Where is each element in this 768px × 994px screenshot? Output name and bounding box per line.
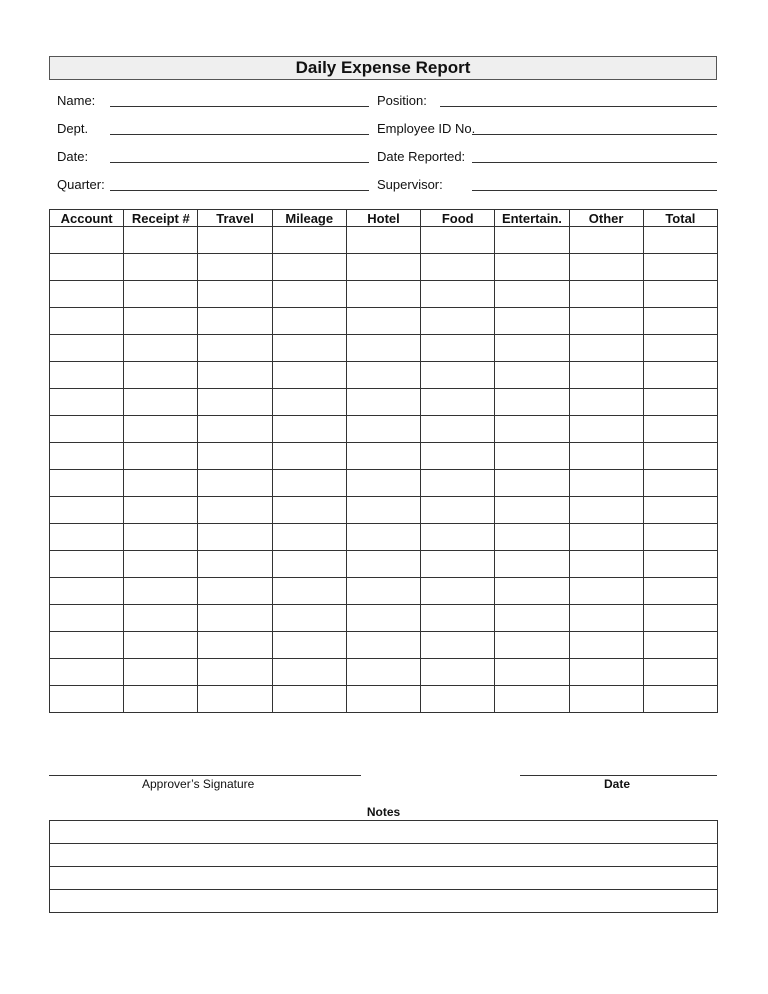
expense-cell[interactable] <box>50 335 124 362</box>
expense-row <box>50 362 718 389</box>
expense-cell[interactable] <box>198 551 272 578</box>
notes-cell[interactable] <box>50 844 718 867</box>
expense-cell[interactable] <box>272 443 346 470</box>
expense-cell[interactable] <box>272 605 346 632</box>
expense-cell[interactable] <box>346 470 420 497</box>
expense-cell[interactable] <box>346 605 420 632</box>
expense-cell[interactable] <box>569 659 643 686</box>
expense-cell[interactable] <box>569 632 643 659</box>
expense-cell[interactable] <box>346 227 420 254</box>
expense-cell[interactable] <box>50 227 124 254</box>
expense-cell[interactable] <box>272 632 346 659</box>
position-field[interactable] <box>440 106 717 107</box>
expense-cell[interactable] <box>272 308 346 335</box>
expense-cell[interactable] <box>346 524 420 551</box>
expense-cell[interactable] <box>198 524 272 551</box>
expense-cell[interactable] <box>346 254 420 281</box>
notes-cell[interactable] <box>50 867 718 890</box>
column-header-total: Total <box>643 210 717 227</box>
expense-cell[interactable] <box>495 659 569 686</box>
expense-cell[interactable] <box>421 605 495 632</box>
expense-cell[interactable] <box>50 416 124 443</box>
expense-cell[interactable] <box>124 578 198 605</box>
expense-cell[interactable] <box>495 551 569 578</box>
signature-date-label: Date <box>604 777 631 791</box>
expense-cell[interactable] <box>643 497 717 524</box>
expense-cell[interactable] <box>272 254 346 281</box>
expense-cell[interactable] <box>124 389 198 416</box>
expense-cell[interactable] <box>272 362 346 389</box>
position-label: Position: <box>377 93 427 108</box>
expense-cell[interactable] <box>272 416 346 443</box>
expense-cell[interactable] <box>272 578 346 605</box>
expense-cell[interactable] <box>495 524 569 551</box>
expense-cell[interactable] <box>198 362 272 389</box>
expense-cell[interactable] <box>643 632 717 659</box>
expense-cell[interactable] <box>50 578 124 605</box>
expense-cell[interactable] <box>346 578 420 605</box>
expense-cell[interactable] <box>569 524 643 551</box>
expense-cell[interactable] <box>124 281 198 308</box>
expense-cell[interactable] <box>124 254 198 281</box>
expense-row <box>50 389 718 416</box>
approver-signature-label: Approver’s Signature <box>142 777 255 791</box>
expense-row <box>50 416 718 443</box>
expense-row <box>50 227 718 254</box>
expense-cell[interactable] <box>643 254 717 281</box>
expense-cell[interactable] <box>569 470 643 497</box>
expense-cell[interactable] <box>569 551 643 578</box>
expense-row <box>50 578 718 605</box>
name-field[interactable] <box>110 106 369 107</box>
expense-cell[interactable] <box>346 497 420 524</box>
expense-cell[interactable] <box>421 443 495 470</box>
expense-row <box>50 686 718 713</box>
expense-cell[interactable] <box>643 335 717 362</box>
column-header-hotel: Hotel <box>346 210 420 227</box>
column-header-account: Account <box>50 210 124 227</box>
notes-table <box>49 820 718 913</box>
quarter-field[interactable] <box>110 190 369 191</box>
expense-cell[interactable] <box>50 524 124 551</box>
column-header-mileage: Mileage <box>272 210 346 227</box>
expense-cell[interactable] <box>272 335 346 362</box>
expense-row <box>50 308 718 335</box>
expense-row <box>50 605 718 632</box>
expense-cell[interactable] <box>643 389 717 416</box>
employee-id-field[interactable] <box>472 134 717 135</box>
expense-cell[interactable] <box>495 362 569 389</box>
expense-cell[interactable] <box>50 281 124 308</box>
expense-cell[interactable] <box>198 632 272 659</box>
expense-cell[interactable] <box>50 632 124 659</box>
expense-cell[interactable] <box>198 497 272 524</box>
expense-cell[interactable] <box>569 308 643 335</box>
expense-cell[interactable] <box>569 335 643 362</box>
notes-table-body <box>50 821 718 913</box>
expense-cell[interactable] <box>272 281 346 308</box>
expense-cell[interactable] <box>495 686 569 713</box>
expense-cell[interactable] <box>495 578 569 605</box>
expense-cell[interactable] <box>569 605 643 632</box>
expense-row <box>50 551 718 578</box>
expense-cell[interactable] <box>421 227 495 254</box>
expense-cell[interactable] <box>124 416 198 443</box>
expense-cell[interactable] <box>495 254 569 281</box>
expense-cell[interactable] <box>198 686 272 713</box>
expense-cell[interactable] <box>421 254 495 281</box>
expense-cell[interactable] <box>421 659 495 686</box>
expense-cell[interactable] <box>50 497 124 524</box>
expense-cell[interactable] <box>421 389 495 416</box>
expense-cell[interactable] <box>421 470 495 497</box>
expense-cell[interactable] <box>346 443 420 470</box>
expense-cell[interactable] <box>569 281 643 308</box>
expense-cell[interactable] <box>346 335 420 362</box>
expense-cell[interactable] <box>643 605 717 632</box>
expense-cell[interactable] <box>124 443 198 470</box>
expense-cell[interactable] <box>198 659 272 686</box>
notes-title: Notes <box>366 805 401 819</box>
expense-cell[interactable] <box>643 470 717 497</box>
expense-cell[interactable] <box>495 470 569 497</box>
expense-cell[interactable] <box>50 254 124 281</box>
signature-date-line[interactable] <box>520 775 717 776</box>
expense-cell[interactable] <box>643 578 717 605</box>
expense-cell[interactable] <box>124 470 198 497</box>
expense-cell[interactable] <box>198 389 272 416</box>
expense-cell[interactable] <box>124 632 198 659</box>
report-title: Daily Expense Report <box>49 56 717 80</box>
column-header-receipt: Receipt # <box>124 210 198 227</box>
expense-cell[interactable] <box>346 308 420 335</box>
expense-cell[interactable] <box>569 497 643 524</box>
expense-cell[interactable] <box>272 686 346 713</box>
expense-cell[interactable] <box>643 443 717 470</box>
expense-cell[interactable] <box>124 686 198 713</box>
expense-cell[interactable] <box>124 227 198 254</box>
expense-cell[interactable] <box>272 659 346 686</box>
expense-row <box>50 254 718 281</box>
expense-cell[interactable] <box>643 281 717 308</box>
expense-cell[interactable] <box>569 389 643 416</box>
expense-cell[interactable] <box>346 686 420 713</box>
expense-cell[interactable] <box>495 443 569 470</box>
dept-field[interactable] <box>110 134 369 135</box>
expense-cell[interactable] <box>198 443 272 470</box>
column-header-food: Food <box>421 210 495 227</box>
expense-cell[interactable] <box>346 389 420 416</box>
expense-cell[interactable] <box>50 389 124 416</box>
expense-cell[interactable] <box>495 605 569 632</box>
expense-row <box>50 335 718 362</box>
expense-cell[interactable] <box>569 578 643 605</box>
expense-cell[interactable] <box>198 416 272 443</box>
notes-cell[interactable] <box>50 821 718 844</box>
expense-row <box>50 632 718 659</box>
expense-cell[interactable] <box>421 281 495 308</box>
expense-cell[interactable] <box>50 605 124 632</box>
expense-cell[interactable] <box>569 227 643 254</box>
date-reported-label: Date Reported: <box>377 149 466 164</box>
expense-cell[interactable] <box>124 335 198 362</box>
expense-row <box>50 497 718 524</box>
expense-cell[interactable] <box>346 632 420 659</box>
expense-row <box>50 470 718 497</box>
expense-cell[interactable] <box>421 632 495 659</box>
date-reported-field[interactable] <box>472 162 717 163</box>
expense-cell[interactable] <box>198 308 272 335</box>
expense-cell[interactable] <box>421 686 495 713</box>
expense-table-header <box>50 210 718 227</box>
expense-cell[interactable] <box>569 254 643 281</box>
expense-cell[interactable] <box>50 443 124 470</box>
expense-cell[interactable] <box>643 524 717 551</box>
notes-cell[interactable] <box>50 890 718 913</box>
expense-cell[interactable] <box>272 227 346 254</box>
expense-cell[interactable] <box>272 389 346 416</box>
expense-cell[interactable] <box>569 362 643 389</box>
notes-row <box>50 890 718 913</box>
expense-cell[interactable] <box>346 416 420 443</box>
expense-cell[interactable] <box>569 416 643 443</box>
expense-cell[interactable] <box>495 227 569 254</box>
expense-cell[interactable] <box>421 578 495 605</box>
expense-cell[interactable] <box>643 308 717 335</box>
expense-cell[interactable] <box>643 227 717 254</box>
expense-cell[interactable] <box>643 551 717 578</box>
expense-cell[interactable] <box>272 551 346 578</box>
expense-cell[interactable] <box>421 551 495 578</box>
expense-cell[interactable] <box>50 308 124 335</box>
name-label: Name: <box>57 93 96 108</box>
expense-cell[interactable] <box>495 416 569 443</box>
expense-cell[interactable] <box>495 308 569 335</box>
expense-cell[interactable] <box>50 551 124 578</box>
expense-cell[interactable] <box>421 524 495 551</box>
expense-cell[interactable] <box>569 686 643 713</box>
expense-cell[interactable] <box>495 497 569 524</box>
expense-cell[interactable] <box>346 281 420 308</box>
expense-row <box>50 443 718 470</box>
expense-cell[interactable] <box>495 632 569 659</box>
expense-cell[interactable] <box>124 524 198 551</box>
expense-cell[interactable] <box>124 497 198 524</box>
expense-cell[interactable] <box>124 308 198 335</box>
column-header-other: Other <box>569 210 643 227</box>
expense-cell[interactable] <box>421 362 495 389</box>
expense-cell[interactable] <box>495 335 569 362</box>
expense-cell[interactable] <box>198 470 272 497</box>
notes-row <box>50 844 718 867</box>
expense-cell[interactable] <box>421 497 495 524</box>
expense-cell[interactable] <box>198 578 272 605</box>
expense-row <box>50 281 718 308</box>
expense-cell[interactable] <box>124 605 198 632</box>
expense-cell[interactable] <box>124 362 198 389</box>
expense-cell[interactable] <box>643 659 717 686</box>
expense-cell[interactable] <box>346 551 420 578</box>
expense-cell[interactable] <box>272 470 346 497</box>
expense-cell[interactable] <box>569 443 643 470</box>
expense-cell[interactable] <box>643 416 717 443</box>
date-label: Date: <box>57 149 89 164</box>
expense-cell[interactable] <box>346 659 420 686</box>
date-field[interactable] <box>110 162 369 163</box>
notes-row <box>50 821 718 844</box>
quarter-label: Quarter: <box>57 177 105 192</box>
expense-table-body <box>50 227 718 713</box>
expense-cell[interactable] <box>198 335 272 362</box>
expense-cell[interactable] <box>421 335 495 362</box>
expense-cell[interactable] <box>50 470 124 497</box>
expense-cell[interactable] <box>50 686 124 713</box>
expense-table <box>49 209 718 713</box>
expense-cell[interactable] <box>643 362 717 389</box>
expense-cell[interactable] <box>346 362 420 389</box>
column-header-travel: Travel <box>198 210 272 227</box>
expense-row <box>50 659 718 686</box>
expense-cell[interactable] <box>124 659 198 686</box>
expense-cell[interactable] <box>198 227 272 254</box>
employee-id-label: Employee ID No. <box>377 121 476 136</box>
column-header-entertain: Entertain. <box>495 210 569 227</box>
notes-row <box>50 867 718 890</box>
expense-cell[interactable] <box>198 605 272 632</box>
expense-cell[interactable] <box>198 281 272 308</box>
expense-cell[interactable] <box>643 686 717 713</box>
expense-row <box>50 524 718 551</box>
supervisor-label: Supervisor: <box>377 177 443 192</box>
expense-cell[interactable] <box>421 308 495 335</box>
expense-cell[interactable] <box>50 659 124 686</box>
expense-cell[interactable] <box>421 416 495 443</box>
expense-cell[interactable] <box>50 362 124 389</box>
expense-cell[interactable] <box>272 497 346 524</box>
approver-signature-line[interactable] <box>49 775 361 776</box>
expense-cell[interactable] <box>272 524 346 551</box>
expense-cell[interactable] <box>495 281 569 308</box>
supervisor-field[interactable] <box>472 190 717 191</box>
expense-cell[interactable] <box>495 389 569 416</box>
dept-label: Dept. <box>57 121 89 136</box>
expense-cell[interactable] <box>198 254 272 281</box>
expense-cell[interactable] <box>124 551 198 578</box>
